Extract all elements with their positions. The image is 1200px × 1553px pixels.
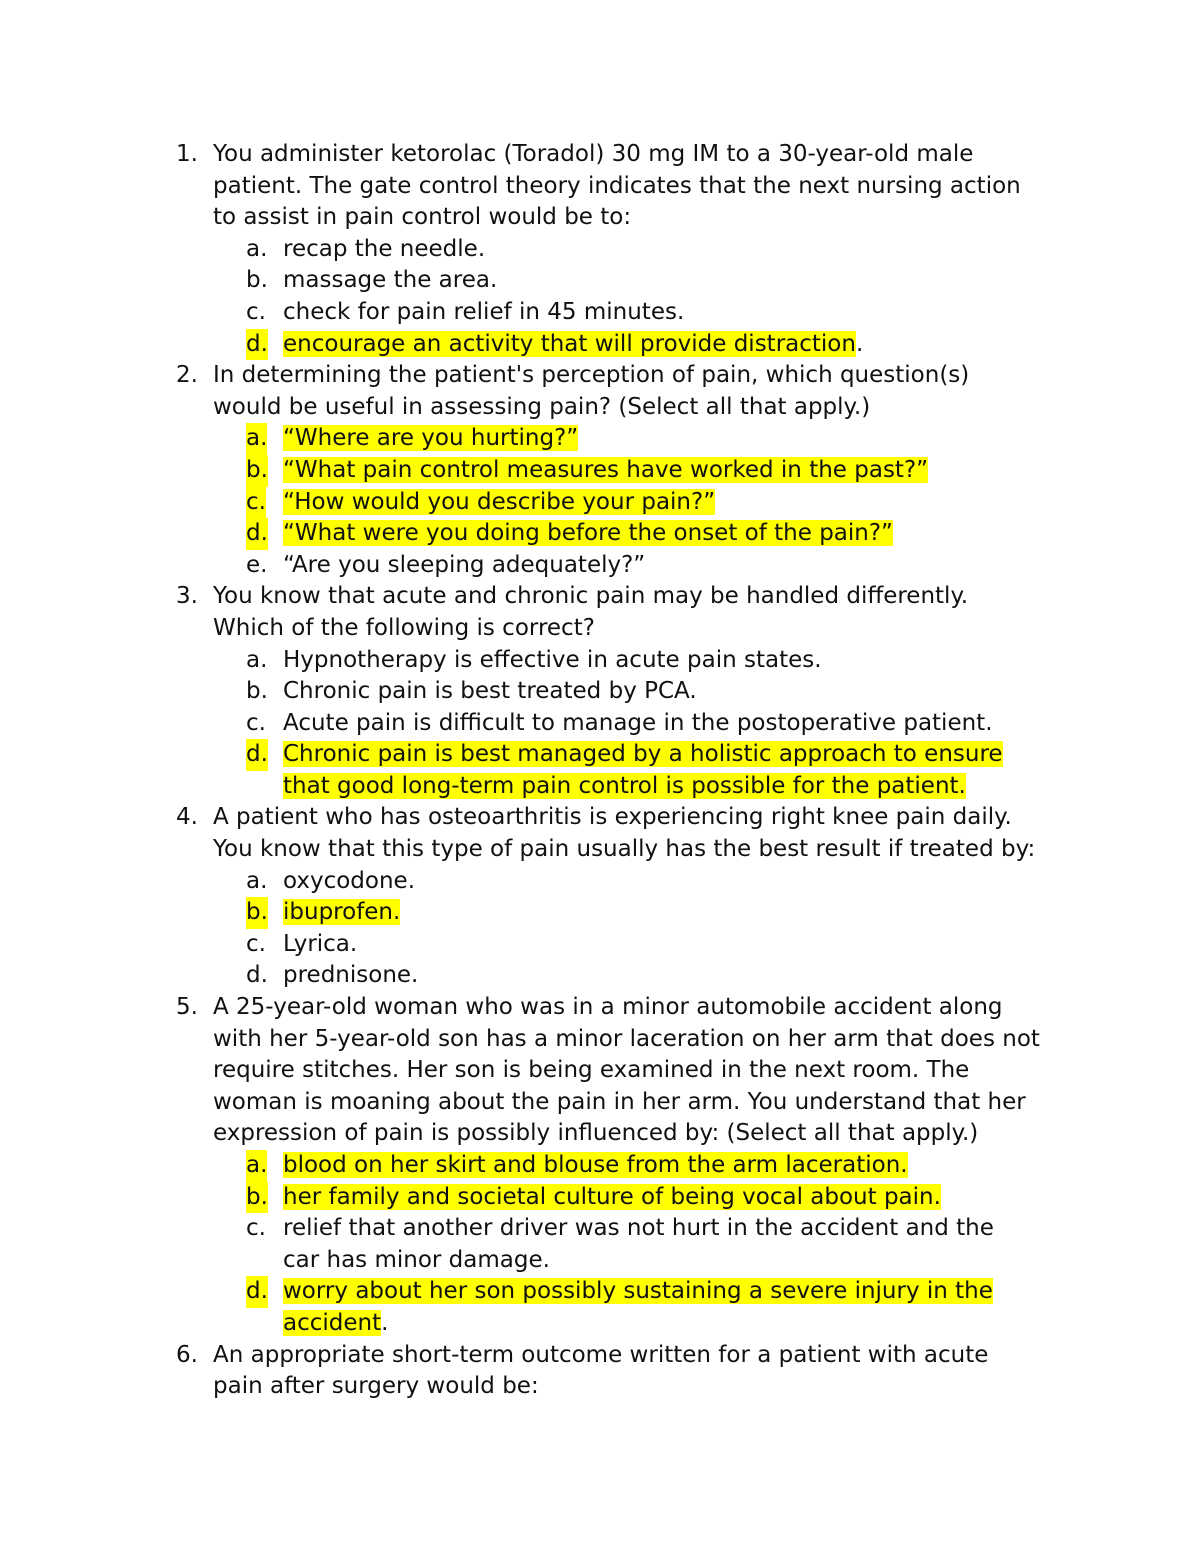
question-line [0, 171, 1200, 203]
option-text: massage the area. [283, 267, 498, 294]
option-text-wrap [283, 771, 966, 803]
option-text-highlighted: “What were you doing before the onset of the pain?” [283, 520, 893, 547]
question-number: 6. [176, 1341, 198, 1368]
option-text-wrap [283, 929, 357, 961]
question-line [0, 1340, 1200, 1372]
question-line [0, 1087, 1200, 1119]
option-text: Chronic pain is best treated by PCA. [283, 678, 697, 705]
option-label: b. [246, 1182, 268, 1214]
option-text-wrap [283, 297, 684, 329]
question-line [0, 392, 1200, 424]
option-text-highlighted: that good long-term pain control is possible for the patient. [283, 772, 966, 799]
question-line [0, 139, 1200, 171]
question-text: require stitches. Her son is being examined in the next room. The [213, 1057, 970, 1084]
question-line [0, 581, 1200, 613]
option-text-wrap [283, 234, 485, 266]
question-text: would be useful in assessing pain? (Select all that apply.) [213, 393, 871, 420]
answer-option-line [0, 1276, 1200, 1308]
question-number: 2. [176, 362, 198, 389]
option-text-wrap [283, 1308, 388, 1340]
option-text: prednisone. [283, 962, 419, 989]
question-line [0, 802, 1200, 834]
option-text: Acute pain is difficult to manage in the postoperative patient. [283, 709, 993, 736]
option-text-highlighted: “Where are you hurting?” [283, 425, 579, 452]
option-label: c. [246, 298, 266, 325]
question-text: expression of pain is possibly influenced by: (Select all that apply.) [213, 1120, 979, 1147]
question-text: An appropriate short-term outcome written for a patient with acute [213, 1341, 989, 1368]
option-text: “Are you sleeping adequately?” [283, 551, 646, 578]
option-label: b. [246, 267, 268, 294]
option-text-wrap [283, 897, 400, 929]
answer-option-line [0, 329, 1200, 361]
option-text-wrap [283, 739, 1003, 771]
option-text-wrap [283, 487, 715, 519]
question-text: You administer ketorolac (Toradol) 30 mg IM to a 30-year-old male [213, 141, 974, 167]
option-text-highlighted: encourage an activity that will provide distraction [283, 330, 856, 357]
option-text-wrap [283, 1245, 550, 1277]
option-text-wrap [283, 866, 415, 898]
option-label: a. [246, 1150, 267, 1182]
answer-option-line [0, 1182, 1200, 1214]
option-label: c. [246, 930, 266, 957]
question-line [0, 992, 1200, 1024]
option-label: d. [246, 962, 268, 989]
option-label: d. [246, 518, 268, 550]
answer-option-line [0, 455, 1200, 487]
option-label: c. [246, 709, 266, 736]
option-text-wrap [283, 518, 893, 550]
question-line [0, 360, 1200, 392]
question-number: 1. [176, 141, 198, 167]
question-line [0, 1118, 1200, 1150]
question-5 [0, 992, 1200, 1340]
answer-option-line [0, 897, 1200, 929]
question-text: You know that this type of pain usually has the best result if treated by: [213, 836, 1036, 863]
option-text-wrap [283, 676, 697, 708]
question-text: patient. The gate control theory indicates that the next nursing action [213, 172, 1021, 199]
answer-option-line [0, 1245, 1200, 1277]
question-text: A patient who has osteoarthritis is experiencing right knee pain daily. [213, 804, 1012, 831]
option-text-highlighted: ibuprofen. [283, 899, 401, 926]
answer-option-line [0, 1213, 1200, 1245]
option-trailing-punctuation: . [381, 1309, 389, 1336]
question-text: woman is moaning about the pain in her arm. You understand that her [213, 1088, 1026, 1115]
question-number: 5. [176, 994, 198, 1021]
option-text-wrap [283, 550, 645, 582]
question-text: Which of the following is correct? [213, 614, 595, 641]
answer-option-line [0, 518, 1200, 550]
option-text-wrap [283, 423, 578, 455]
option-text: relief that another driver was not hurt in the accident and the [283, 1215, 994, 1242]
option-label: a. [246, 423, 267, 455]
question-3 [0, 581, 1200, 802]
document-page [0, 139, 1200, 1403]
option-text: car has minor damage. [283, 1246, 550, 1273]
option-label: b. [246, 897, 268, 929]
question-line [0, 202, 1200, 234]
option-text-highlighted: “How would you describe your pain?” [283, 488, 716, 515]
question-number: 3. [176, 583, 198, 610]
option-text: Hypnotherapy is effective in acute pain states. [283, 646, 822, 673]
answer-option-line [0, 550, 1200, 582]
option-label: b. [246, 455, 268, 487]
question-number: 4. [176, 804, 198, 831]
option-text-wrap [283, 1150, 908, 1182]
option-label: a. [246, 646, 268, 673]
option-text: recap the needle. [283, 235, 486, 262]
option-label: c. [246, 1215, 266, 1242]
question-text: In determining the patient's perception of pain, which question(s) [213, 362, 970, 389]
question-text: to assist in pain control would be to: [213, 204, 632, 231]
answer-option-line [0, 234, 1200, 266]
option-text-wrap [283, 1276, 993, 1308]
option-label: a. [246, 235, 268, 262]
question-line [0, 613, 1200, 645]
answer-option-line [0, 265, 1200, 297]
question-4 [0, 802, 1200, 992]
option-text-wrap [283, 455, 928, 487]
option-text-highlighted: “What pain control measures have worked in the past?” [283, 456, 929, 483]
answer-option-line [0, 423, 1200, 455]
question-line [0, 1024, 1200, 1056]
answer-option-line [0, 739, 1200, 771]
answer-option-line [0, 1150, 1200, 1182]
question-line [0, 1055, 1200, 1087]
option-text-highlighted: worry about her son possibly sustaining a severe injury in the [283, 1278, 993, 1305]
option-trailing-punctuation: . [855, 330, 864, 357]
option-text-highlighted: her family and societal culture of being vocal about pain. [283, 1183, 941, 1210]
question-1 [0, 139, 1200, 360]
question-text: You know that acute and chronic pain may be handled differently. [213, 583, 969, 610]
option-text: oxycodone. [283, 867, 416, 894]
option-text: check for pain relief in 45 minutes. [283, 298, 685, 325]
question-text: A 25-year-old woman who was in a minor automobile accident along [213, 994, 1003, 1021]
question-text: pain after surgery would be: [213, 1373, 539, 1400]
answer-option-line [0, 929, 1200, 961]
question-line [0, 1371, 1200, 1403]
option-text-highlighted: Chronic pain is best managed by a holistic approach to ensure [283, 741, 1003, 768]
answer-option-line [0, 1308, 1200, 1340]
option-label: d. [246, 329, 268, 361]
option-label: e. [246, 551, 268, 578]
option-text-wrap [283, 1213, 994, 1245]
option-label: d. [246, 739, 268, 771]
option-label: d. [246, 1276, 268, 1308]
option-text-wrap [283, 645, 822, 677]
answer-option-line [0, 708, 1200, 740]
answer-option-line [0, 771, 1200, 803]
answer-option-line [0, 676, 1200, 708]
option-text-highlighted: accident [283, 1309, 382, 1336]
option-text-wrap [283, 329, 863, 361]
option-label: b. [246, 678, 268, 705]
option-label: a. [246, 867, 268, 894]
answer-option-line [0, 960, 1200, 992]
question-line [0, 834, 1200, 866]
option-text-wrap [283, 1182, 941, 1214]
question-2 [0, 360, 1200, 581]
answer-option-line [0, 487, 1200, 519]
question-text: with her 5-year-old son has a minor laceration on her arm that does not [213, 1025, 1040, 1052]
question-6 [0, 1340, 1200, 1403]
option-text-wrap [283, 960, 418, 992]
option-text-wrap [283, 265, 497, 297]
answer-option-line [0, 866, 1200, 898]
option-label: c. [246, 487, 266, 519]
answer-option-line [0, 645, 1200, 677]
option-text-wrap [283, 708, 993, 740]
option-text-highlighted: blood on her skirt and blouse from the arm laceration. [283, 1152, 908, 1178]
option-text: Lyrica. [283, 930, 358, 957]
answer-option-line [0, 297, 1200, 329]
